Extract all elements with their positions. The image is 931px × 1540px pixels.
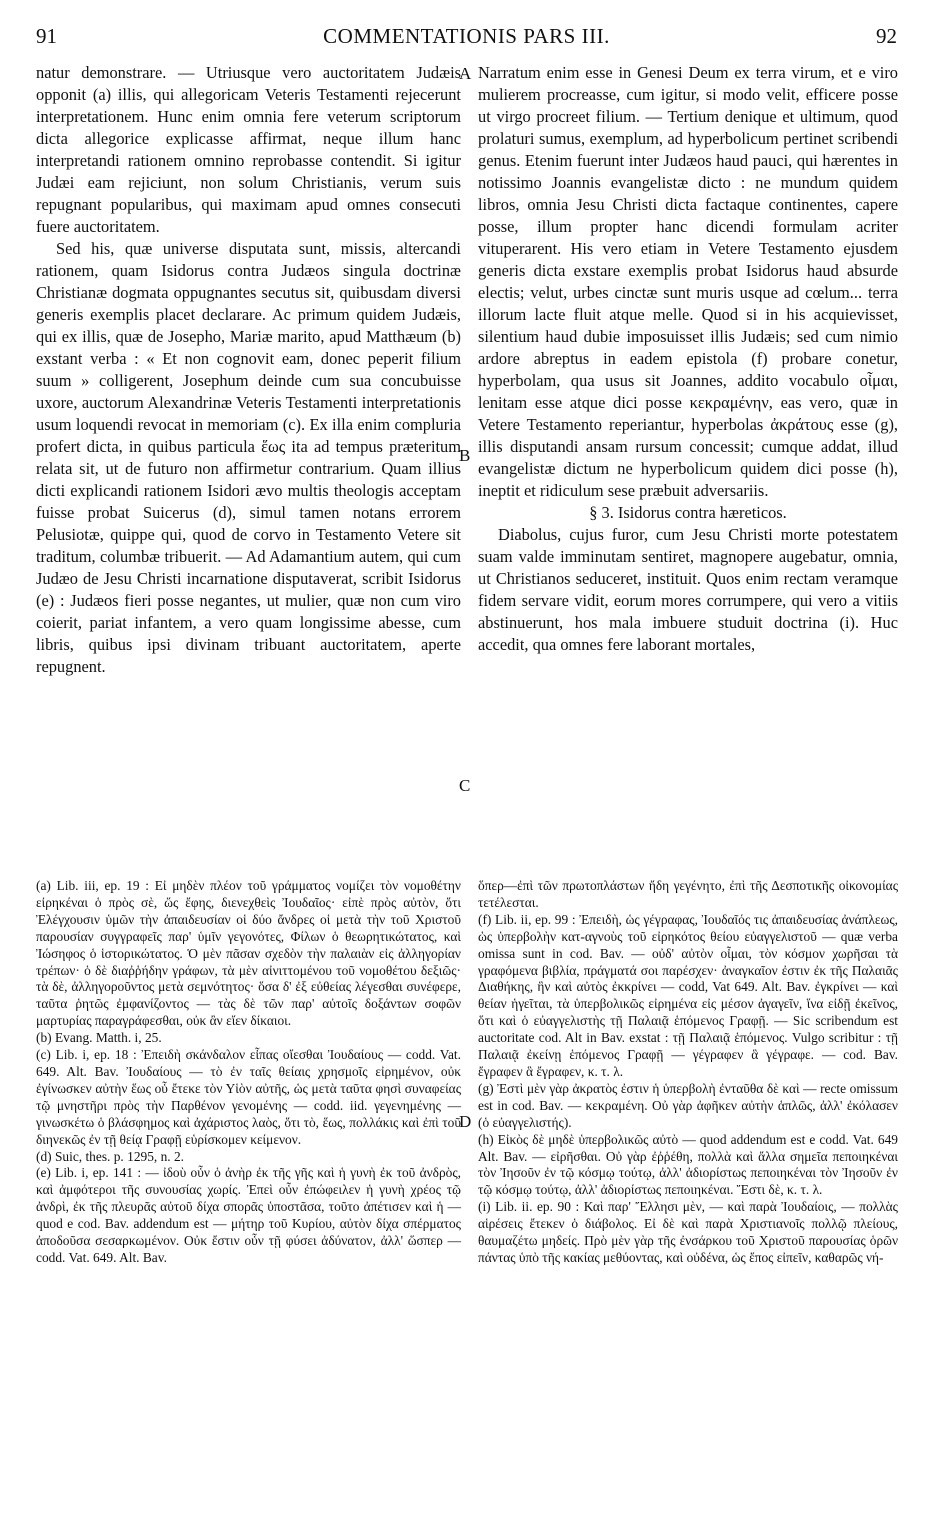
margin-letter-c: C [459, 776, 471, 795]
margin-letter-a: A [459, 64, 472, 83]
margin-letter-b: B [459, 446, 471, 465]
left-column [36, 62, 461, 678]
paragraph: Diabolus, cujus furor, cum Jesu Christi morte potestatem suam valde imminutam sentiret, magnopere augebatur, omnia, ut Christianos seduceret, instituit. Quos enim rectam veramque fidem servare vidit, eorum mores corrumpere, qui vero a vitiis abstinuerunt, hos mala imbuere studuit doctrina (i). Huc accedit, qua omnes fere laborant mortales, [478, 525, 898, 654]
right-column [478, 62, 898, 656]
footnote: (f) Lib. ii, ep. 99 : Ἐπειδὴ, ὡς γέγραφας, Ἰουδαῖός τις ἀπαιδευσίας ἀνάπλεως, ὡς ὑπερβολὴν κατ-αγνοὺς τοῦ εἰρηκότος θείου εὐαγγελιστοῦ — quæ verba omissa sunt in cod. Bav. — οὐδ' αὐτὸν οἶμαι, τὸν κόσμον χωρῆσαι τὰ γραφόμενα βιβλία, πράγματά σοι παρέσχεν· ἀναγκαῖον ἐστιν ἐκ τῆς Παλαιᾶς Διαθήκης, ἣν καὶ αὐτὸς ἐκκρίνει — codd, Vat 649. Alt. Bav. ἐγκρίνει — καὶ θείαν ἡγεῖται, τὰ ὑπερβολικῶς εἰρημένα εἰς μέσον ἀγαγεῖν, ἵνα εἰδῇ ἐκεῖνος, ὅτι καὶ ὁ εὐαγγελιστὴς τῇ Παλαιᾷ ἑπόμενος Γραφῇ. — Sic scribendum est auctoritate cod. Alt in Bav. exstat : τῇ Παλαιᾷ ἑπόμενος. Vulgo scribitur : τῇ Παλαιᾷ ἐκείνῃ ἑπόμενος Γραφῇ — γέγραφεν ἃ γέγραφε. — cod. Bav. ἔγραφεν ἃ ἔγραφεν, κ. τ. λ. [478, 911, 898, 1079]
running-title: COMMENTATIONIS PARS III. [323, 24, 610, 48]
paragraph: Sed his, quæ universe disputata sunt, missis, altercandi rationem, quam Isidorus contra Judæos singula doctrinæ Christianæ dogmata oppugnantes secutus sit, quibusdam diversi generis exemplis placet declarare. Ac primum quidem Judæis, qui ex illis, quæ de Josepho, Mariæ marito, apud Matthæum (b) exstant verba : « Et non cognovit eam, donec peperit filium suum » colligerent, Josephum deinde cum sua concubuisse uxore, auctorum Alexandrinæ Veteris Testamenti interpretationis usum loquendi revocat in memoriam (c). Ex illa enim compluria profert dicta, in quibus particula ἕως ita ad tempus præteritum relata sit, ut de futuro non affirmetur contrarium. Quam illius dicti explicandi rationem Isidori ævo multis theologis acceptam fuisse probat Suicerus (d), simul tamen notans errorem Pelusiotæ, quippe qui, quod de corvo in Testamento Vetere sit traditum, columbæ tribuerit. — Ad Adamantium autem, qui cum Judæo de Jesu Christi incarnatione disputaverat, scribit Isidorus (e) : Judæos fieri posse negantes, ut mulier, quæ non cum viro coierit, pariat infantem, a vero quam longissime abesse, cum libris, quibus ipsi divinam tribuant auctoritatem, aperte repugnent. [36, 239, 461, 676]
running-header [36, 18, 897, 52]
footnote: (e) Lib. i, ep. 141 : — ἰδοὺ οὖν ὁ ἀνὴρ ἐκ τῆς γῆς καὶ ἡ γυνὴ ἐκ τοῦ ἀνδρὸς, καὶ ἀμφότεροι τῆς συνουσίας χωρίς. Ἐπεὶ οὖν ἐπώφειλεν ἡ γυνὴ χρέος τῷ ἀνδρὶ, ἐκ τῆς πλευρᾶς αὐτοῦ δίχα σπορᾶς ὑποστᾶσα, τοῦτο ἀπέτισεν καὶ ἡ — quod e cod. Bav. addendum est — μήτηρ τοῦ Κυρίου, αὐτὸν δίχα σπέρματος ἀποδοῦσα σεσαρκωμένον. Οὐκ ἔστιν οὖν τῇ φύσει ἀδύνατον, ἀλλ' ὥσπερ — codd. Vat. 649. Alt. Bav. [36, 1165, 461, 1265]
footnote: (c) Lib. i, ep. 18 : Ἐπειδὴ σκάνδαλον εἶπας οἴεσθαι Ἰουδαίους — codd. Vat. 649. Alt. Bav. Ἰουδαίους — τὸ ἐν ταῖς θείαις χρησμοῖς εἰρημένον, οὐκ ἐγίνωσκεν αὐτὴν ἕως οὗ ἔτεκε τὸν Υἱὸν αὐτῆς, ὡς μετὰ ταῦτα φησὶ συναφείας τῷ μνηστῆρι πρὸς τὴν Παρθένον γενομένης — codd. iid. γεγενημένης — γινωσκέτω ὁ βλάσφημος καὶ ἀχάριστος λαὸς, ὅτι τὸ, ἕως, πολλάκις καὶ ἐπὶ τοῦ διηνεκῶς ἐν τῇ θείᾳ Γραφῇ εὑρίσκομεν κείμενον. [36, 1047, 461, 1147]
footnotes-left [36, 878, 461, 1267]
footnotes-right [478, 878, 898, 1267]
page-number-right: 92 [876, 24, 897, 48]
footnote: (g) Ἐστὶ μὲν γὰρ ἀκρατὸς ἐστιν ἡ ὑπερβολὴ ἐνταῦθα δὲ καὶ — recte omissum est in cod. Bav. — κεκραμένη. Οὐ γὰρ ἀφῆκεν αὐτὴν ἁπλῶς, ἀλλ' ἐκόλασεν (ὁ εὐαγγελιστής). [478, 1080, 898, 1130]
footnote: (b) Evang. Matth. i, 25. [36, 1030, 162, 1046]
footnote: (i) Lib. ii. ep. 90 : Καὶ παρ' Ἕλλησι μὲν, — καὶ παρὰ Ἰουδαίοις, — πολλὰς αἱρέσεις ἔτεκεν ὁ διάβολος. Εἰ δὲ καὶ παρὰ Χριστιανοῖς πολλῷ πλείους, θαυμαζέτω μηδείς. Πρὸ μὲν γὰρ τῆς ἐνσάρκου τοῦ Χριστοῦ παρουσίας ὁρῶν πάντας ὑπὸ τῆς κακίας μεθύοντας, καὶ οὐδένα, ὡς ἔπος εἰπεῖν, καθαρῶς νή- [478, 1199, 898, 1265]
paragraph: Narratum enim esse in Genesi Deum ex terra virum, et e viro mulierem procreasse, cum igitur, si modo velit, efficere posse ut virgo procreet filium. — Tertium denique et ultimum, quod prolaturi sumus, exemplum, ad hyperbolicum pertinet scribendi genus. Etenim fuerunt inter Judæos haud pauci, qui hærentes in notissimo Joannis evangelistæ dicto : ne mundum quidem libros, omnia Jesu Christi dicta factaque continentes, capere posse, illum propter hanc dicendi formulam acriter vituperarent. His vero etiam in Vetere Testamento ejusdem generis dicta exstare exemplis probat Isidorus haud absurde electis; velut, urbes cinctæ sunt muris usque ad cœlum... terra illorum lacte fluit atque melle. Quod si in his acquievisset, silentium haud dubie imposuisset illis Judæis; sed cum nimio ardore abreptus in eadem epistola (f) probare conetur, hyperbolam, qua usus sit Joannes, addito vocabulo οἶμαι, lenitam esse atque dici posse κεκραμένην, eas vero, quæ in Vetere Testamento reperiantur, hyperbolas ἀκράτους esse (g), illis disputandi ansam rursum concessit; cumque addat, illud evangelistæ dictum ne hyperbolicum quidem dici posse (h), ineptit et ridiculum sese præbuit adversariis. [478, 63, 898, 500]
footnote: (h) Εἰκὸς δὲ μηδὲ ὑπερβολικῶς αὐτὸ — quod addendum est e codd. Vat. 649 Alt. Bav. — εἰρῆσθαι. Οὐ γὰρ ἐῤῥέθη, πολλὰ καὶ ἄλλα σημεῖα πεποιηκέναι τὸν Ἰησοῦν ἐν τῷ κόσμῳ τούτῳ, ἀλλ' ἀδιορίστως πεποιηκέναι τὸν Ἰησοῦν ἐν τῷ κόσμῳ τούτῳ, ἀλλ' ἀδιορίστως πεποιηκέναι. Ἔστι δὲ, κ. τ. λ. [478, 1131, 898, 1198]
footnote: (a) Lib. iii, ep. 19 : Εἰ μηδὲν πλέον τοῦ γράμματος νομίζει τὸν νομοθέτην εἰρηκέναι ὁ πρὸς σὲ, ὥς ἔφης, διενεχθεὶς Ἰουδαῖος· εἰπὲ πρὸς αὐτὸν, ὅτι Ἐλέγχουσιν ὑμῶν τὴν ἀπαιδευσίαν οἱ δύο ἄνδρες οἱ μετὰ τὴν τοῦ Χριστοῦ παρουσίαν συγγραφεῖς παρ' ὑμῖν γεγονότες, Φίλων ὁ θεωρητικώτατος, καὶ Ἰώσηφος ὁ ἱστορικώτατος. Ὁ μὲν πᾶσαν σχεδὸν τὴν παλαιὰν εἰς ἀλληγορίαν τρέπων· ὁ δὲ διαῤῥήδην γράφων, τὰ μὲν αἰνιττομένου τοῦ νομοθέτου δεξιῶς· τὰ δὲ, ἀλληγοροῦντος μετὰ σεμνότητος· ὅσα δ' ἐξ εὐθείας λέγεσθαι συνέφερε, ταῦτα ῥητῶς ἐμφανίζοντος — τὰς δὲ τῶν παρ' αὐτοῖς δοξάντων σοφῶν μαρτυρίας παραγράφεσθαι, οὐκ ἂν εἴεν δίκαιοι. [36, 878, 461, 1029]
paragraph: natur demonstrare. — Utriusque vero auctoritatem Judæis opponit (a) illis, qui allegoricam Veteris Testamenti rejecerunt interpretationem. Hunc enim omnia fere veterum scriptorum dicta allegorice explicasse affirmat, neque illum hanc interpretandi rationem omnino reprobasse contendit. Si igitur Judæi eam rejiciunt, non solum Christianis, verum suis repugnant popularibus, qui maximam apud omnes consecuti fuere auctoritatem. [36, 63, 461, 236]
footnote: ὅπερ—ἐπὶ τῶν πρωτοπλάστων ἤδη γεγένητο, ἐπὶ τῆς Δεσποτικῆς οἰκονομίας τετέλεσται. [478, 878, 898, 910]
footnote: (d) Suic, thes. p. 1295, n. 2. [36, 1148, 185, 1164]
page-number-left: 91 [36, 24, 57, 48]
section-heading: § 3. Isidorus contra hæreticos. [589, 503, 787, 522]
margin-letter-d: D [459, 1112, 472, 1131]
